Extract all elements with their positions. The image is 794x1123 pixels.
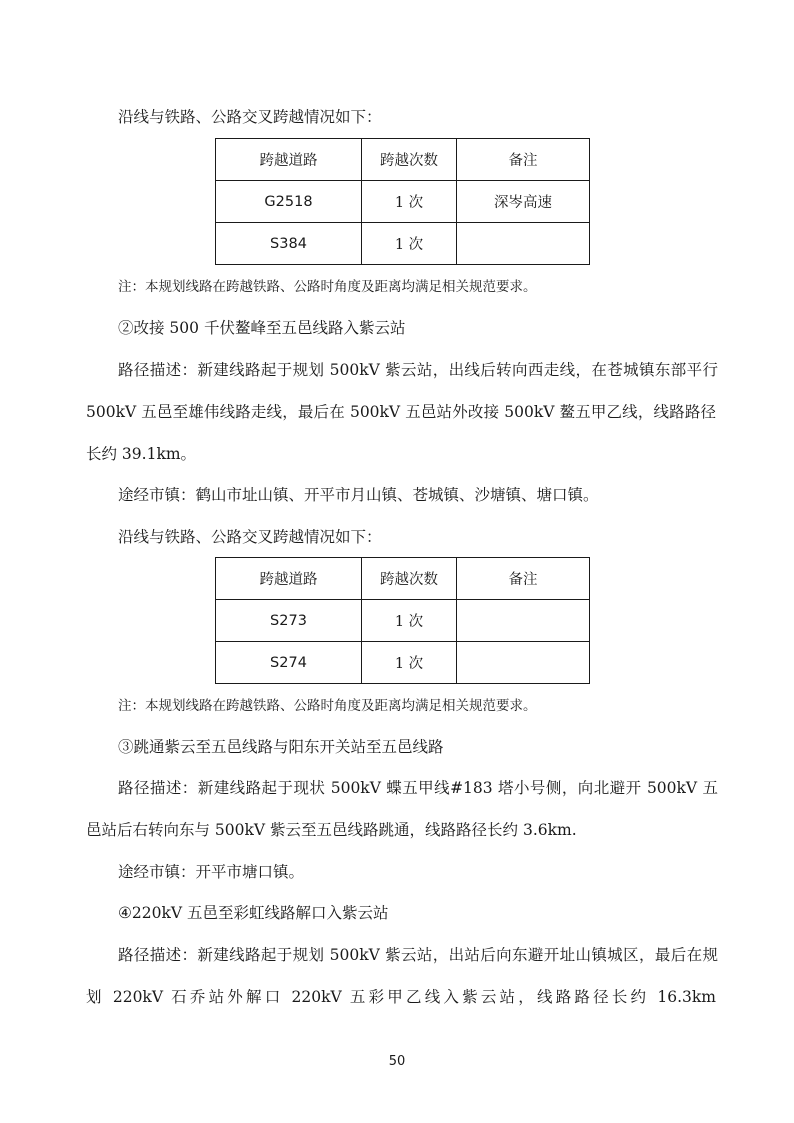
cell-road: S384 [216, 223, 362, 265]
path-description: 邑站后右转向东与 500kV 紫云至五邑线路跳通，线路路径长约 3.6km. [86, 821, 577, 839]
section-heading-4: ④220kV 五邑至彩虹线路解口入紫云站 [118, 904, 389, 922]
table-row [216, 181, 590, 223]
cell-count: 1 次 [362, 642, 457, 684]
path-description: 划 220kV 石乔站外解口 220kV 五彩甲乙线入紫云站，线路路径长约 16.3km [86, 988, 716, 1006]
table-header-row [216, 139, 590, 181]
header-remark: 备注 [457, 139, 590, 181]
cell-road: G2518 [216, 181, 362, 223]
cell-road: S274 [216, 642, 362, 684]
table-row [216, 642, 590, 684]
path-description: 路径描述：新建线路起于规划 500kV 紫云站，出站后向东避开址山镇城区，最后在规 [118, 946, 718, 964]
cell-count: 1 次 [362, 600, 457, 642]
cell-remark [457, 600, 590, 642]
cell-remark [457, 642, 590, 684]
header-remark: 备注 [457, 558, 590, 600]
table-note-1: 注：本规划线路在跨越铁路、公路时角度及距离均满足相关规范要求。 [118, 279, 537, 295]
crossing-table-1 [215, 138, 590, 265]
header-road: 跨越道路 [216, 558, 362, 600]
path-description: 路径描述：新建线路起于现状 500kV 蝶五甲线#183 塔小号侧，向北避开 500kV 五 [118, 779, 718, 797]
crossing-intro-2: 沿线与铁路、公路交叉跨越情况如下： [118, 528, 382, 546]
table-row [216, 600, 590, 642]
towns-passed: 途经市镇：鹤山市址山镇、开平市月山镇、苍城镇、沙塘镇、塘口镇。 [118, 486, 599, 504]
cell-remark: 深岑高速 [457, 181, 590, 223]
crossing-table-2 [215, 557, 590, 684]
table-note-2: 注：本规划线路在跨越铁路、公路时角度及距离均满足相关规范要求。 [118, 698, 537, 714]
table-row [216, 223, 590, 265]
path-description: 路径描述：新建线路起于规划 500kV 紫云站，出线后转向西走线，在苍城镇东部平行 [118, 361, 718, 379]
header-road: 跨越道路 [216, 139, 362, 181]
cell-count: 1 次 [362, 223, 457, 265]
table-header-row [216, 558, 590, 600]
cell-remark [457, 223, 590, 265]
crossing-intro-1: 沿线与铁路、公路交叉跨越情况如下： [118, 108, 382, 126]
path-description: 500kV 五邑至雄伟线路走线，最后在 500kV 五邑站外改接 500kV 鳌五甲乙线，线路路径 [86, 403, 716, 421]
towns-passed: 途经市镇：开平市塘口镇。 [118, 863, 305, 881]
path-description: 长约 39.1km。 [86, 445, 197, 463]
cell-road: S273 [216, 600, 362, 642]
header-count: 跨越次数 [362, 558, 457, 600]
header-count: 跨越次数 [362, 139, 457, 181]
section-heading-2: ②改接 500 千伏鳌峰至五邑线路入紫云站 [118, 319, 406, 337]
section-heading-3: ③跳通紫云至五邑线路与阳东开关站至五邑线路 [118, 738, 444, 756]
cell-count: 1 次 [362, 181, 457, 223]
page-number: 50 [388, 1054, 406, 1069]
